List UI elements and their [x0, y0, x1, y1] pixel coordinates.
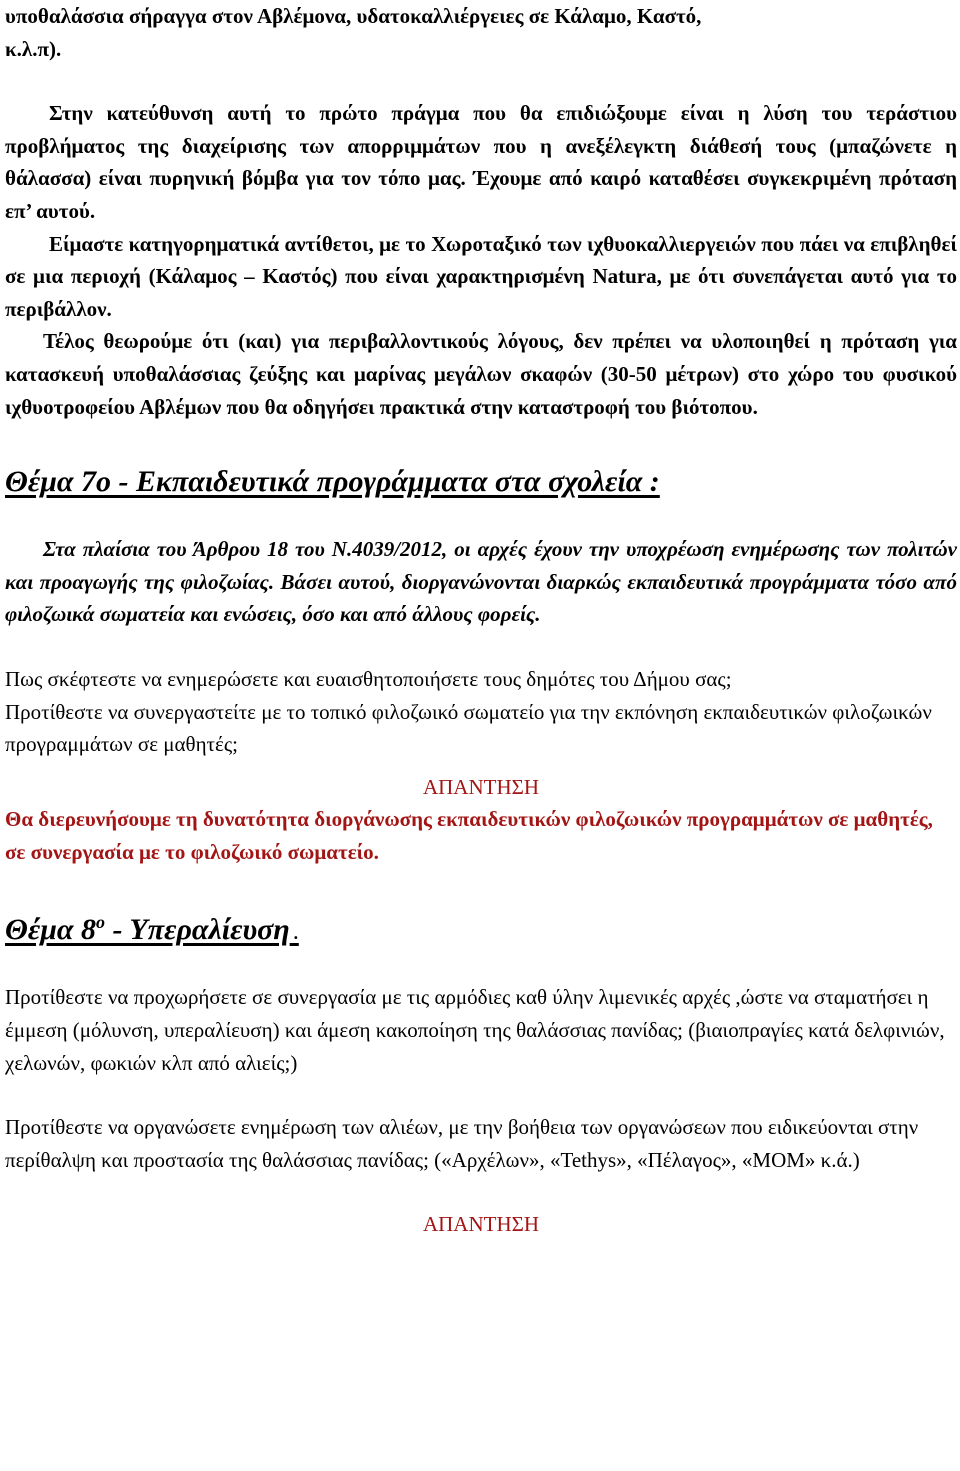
spacer — [5, 631, 957, 663]
topic-7-question-1: Πως σκέφτεστε να ενημερώσετε και ευαισθητοποιήσετε τους δημότες του Δήμου σας; — [5, 666, 732, 691]
spacer — [5, 953, 957, 981]
spacer — [5, 65, 957, 97]
spacer — [5, 1079, 957, 1111]
spacer — [5, 761, 957, 771]
topic-8-heading — [5, 902, 957, 953]
spacer — [5, 423, 957, 462]
topic-7-heading: Θέμα 7ο - Εκπαιδευτικά προγράμματα στα σχολεία : — [5, 465, 660, 499]
topic-8-heading-dot: . — [289, 923, 299, 944]
paragraph-marina: Τέλος θεωρούμε ότι (και) για περιβαλλοντικούς λόγους, δεν πρέπει να υλοποιηθεί η πρόταση για κατασκευή υποθαλάσσιας ζεύξης και μαρίνας μεγάλων σκαφών (30-50 μέτρων) στο χώρο του φυσικού ιχθυοτροφείου Αβλέμων που θα οδηγήσει πρακτικά στην καταστροφή του βιότοπου. — [5, 329, 957, 419]
continuation-line-1: υποθαλάσσια σήραγγα στον Αβλέμονα, υδατοκαλλιέργειες σε Κάλαμο, Καστό, — [5, 4, 702, 28]
spacer — [5, 868, 957, 902]
spacer — [5, 502, 957, 533]
topic-7-intro: Στα πλαίσια του Άρθρου 18 του Ν.4039/2012, οι αρχές έχουν την υποχρέωση ενημέρωσης των πολιτών και προαγωγής της φιλοζωίας. Βάσει αυτού, διοργανώνονται διαρκώς εκπαιδευτικά προγράμματα τόσο από φιλοζωικά σωματεία και ενώσεις, όσο και από άλλους φορείς. — [5, 537, 957, 627]
topic-8-question-1: Προτίθεστε να προχωρήσετε σε συνεργασία με τις αρμόδιες καθ ύλην λιμενικές αρχές ,ώστε να σταματήσει η έμμεση (μόλυνση, υπεραλίευση) και άμεση κακοποίηση της θαλάσσιας πανίδας; (βιαιοπραγίες κατά δελφινιών, χελωνών, φωκιών κλπ από αλιείς;) — [5, 985, 945, 1075]
continuation-line-2: κ.λ.π). — [5, 36, 62, 61]
topic-7-question-2: Προτίθεστε να συνεργαστείτε με το τοπικό φιλοζωικό σωματείο για την εκπόνηση εκπαιδευτικών φιλοζωικών προγραμμάτων σε μαθητές; — [5, 699, 932, 757]
paragraph-waste-management: Στην κατεύθυνση αυτή το πρώτο πράγμα που θα επιδιώξουμε είναι η λύση του τεράστιου προβλήματος της διαχείρισης των απορριμμάτων που η ανεξέλεγκτη διάθεσή τους (μπαζώνετε η θάλασσα) είναι πυρηνική βόμβα για τον τόπο μας. Έχουμε από καιρό καταθέσει συγκεκριμένη πρόταση επ’ αυτού. — [5, 101, 957, 223]
topic-7-answer-text: Θα διερευνήσουμε τη δυνατότητα διοργάνωσης εκπαιδευτικών φιλοζωικών προγραμμάτων σε μαθητές, σε συνεργασία με το φιλοζωικό σωματείο. — [5, 807, 933, 864]
topic-8-answer-label: ΑΠΑΝΤΗΣΗ — [422, 1212, 540, 1237]
spacer — [5, 1176, 957, 1208]
topic-8-question-2: Προτίθεστε να οργανώσετε ενημέρωση των αλιέων, με την βοήθεια των οργανώσεων που ειδικεύονται στην περίθαλψη και προστασία της θαλάσσιας πανίδας; («Αρχέλων», «Tethys», «Πέλαγος», «ΜΟΜ» κ.ά.) — [5, 1115, 919, 1172]
document-page — [5, 0, 957, 1241]
topic-8-heading-sup: ο — [95, 912, 105, 933]
paragraph-fish-farming: Είμαστε κατηγορηματικά αντίθετοι, με το Χωροταξικό των ιχθυοκαλλιεργειών που πάει να επιβληθεί σε μια περιοχή (Κάλαμος – Καστός) που είναι χαρακτηρισμένη Natura, με ότι συνεπάγεται αυτό για το περιβάλλον. — [5, 231, 957, 321]
topic-8-heading-rest: - Υπεραλίευση — [104, 913, 290, 947]
topic-8-heading-main: Θέμα 8 — [5, 913, 96, 947]
topic-7-answer-label: ΑΠΑΝΤΗΣΗ — [422, 774, 540, 799]
